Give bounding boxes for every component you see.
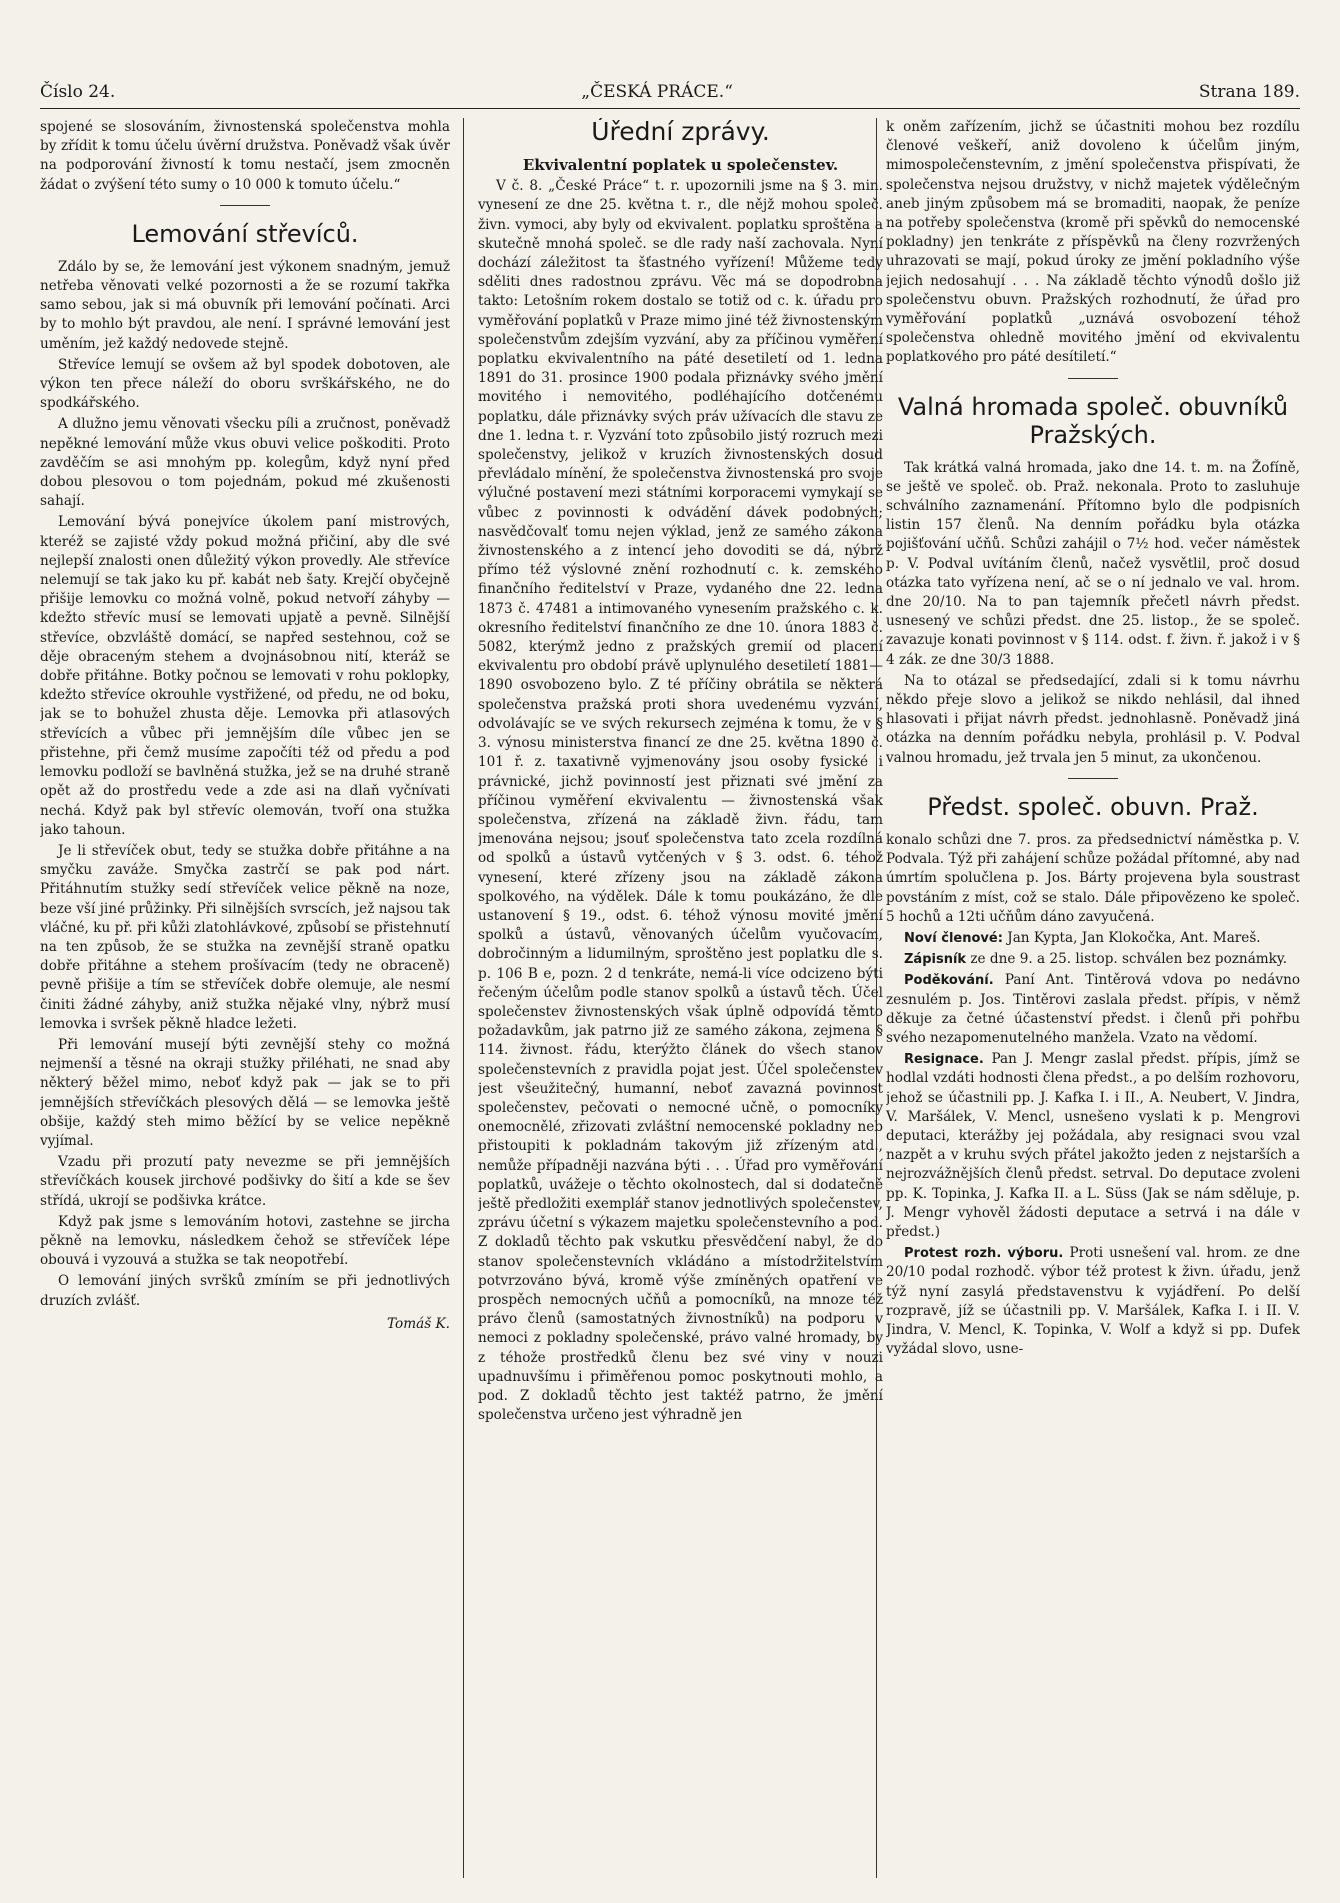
paragraph: V č. 8. „České Práce“ t. r. upozornili jsme na § 3. min. vynesení ze dne 25. května t. r., dle nějž mohou společ. živn. vymoci, aby byly od ekvivalent. poplatku sproštěna a skutečně mnohá společ. se dle rady naší zachovala. Nyní dochází záležitost ta šťastného vyřízení! Můžeme tedy sděliti dnes radostnou zprávu. Věc má se dopodrobna takto: Letošním rokem dostalo se totiž od c. k. úřadu pro vyměřování poplatků v Praze mimo jiné též živnostenským společenstvům zdejším vyzvání, aby za příčinou vyměření poplatku ekvivalentního na páté desetiletí od 1. ledna 1891 do 31. prosince 1900 podala přiznávky svého jmění movitého i nemovitého, podléhajícího dotčenému poplatku, dále přiznávky svých práv užívacích dle stavu ze dne 1. ledna t. r. Vyzvání toto způsobilo jistý rozruch mezi společenstvy, jelikož v kruzích živnostenských dosud převládalo mínění, že společenstva živnostenská pro svoje výlučné postavení mezi státními korporacemi vymykají se vůbec z povinnosti k odvádění dávek podobných; nasvědčovalť tomu nejen výklad, jenž ze samého zákona živnostenského a z intencí jeho dovoditi se dá, nýbrž přímo též výslovné znění rozhodnutí c. k. zemského finančního ředitelství v Praze, vydaného dne 22. ledna 1873 č. 47481 a intimovaného vynesením pražského c. k. okresního ředitelství finančního ze dne 10. února 1883 č. 5082, kterýmž jedno z pražských gremií od placení ekvivalentu pro období právě uplynulého desetiletí 1881—1890 osvobozeno bylo. Z té příčiny obrátila se některá společenstva pražská proti shora uvedenému vyzvání, odvolávajíc se ve svých rekursech zejména k tomu, že v § 3. výnosu ministerstva financí ze dne 25. května 1890 č. 101 ř. z. taxativně vyjmenovány jsou osoby fysické i právnické, jichž povinností jest přiznati své jmění za příčinou vyměření ekvivalentu — živnostenská však společenstva, zřízená na základě živn. řádu, tam jmenována nejsou; jsouť společenstva tato zcela rozdílná od spolků a ústavů vytčených v § 3. odst. 6. téhož vynesení, které zřízeny jsou na základě zákona spolkového, na výdělek. Dále k tomu poukázáno, že dle ustanovení § 19., odst. 6. téhož výnosu movité jmění spolků a ústavů, věnovaných účelům vyučovacím, dobročinným a lidumilným, sproštěno jest poplatku dle s. p. 106 B e, pozn. 2 d tenkráte, nemá-li více odcizeno býti řečeným účelům podle stanov spolků a ústavů těch. Účel společenstev živnostenských však úplně odpovídá těmto požadavkům, jak patrno již ze samého zákona, zejmena § 114. živnost. řádu, kterýžto článek do všech stanov společenstevních z pravidla pojat jest. Účel společenstev jest všeužitečný, humanní, neboť zavazná povinnost společenstev, pečovati o nemocné učně, o pomocníky onemocnělé, zřizovati zvláštní nemocenské pokladny neb přistoupiti k pokladnám takovým již zřízeným atd., nemůže případněji nazvána býti . . . Úřad pro vyměřování poplatků, uvážeje o těchto okolnostech, dal si dodatečně ještě předložiti exemplář stanov jednotlivých společenstev, zprávu účetní s výkazem majetku společenstevního a pod. Z dokladů těchto pak vskutku přesvědčení nabyl, že do stanov společenstevních vkládáno a místodržitelstvím potvrzováno bývá, kromě výše zmíněných opatření ve prospěch nemocných učňů a pomocníků, na mnoze též právo členů (samostatných živnostníků) na podporu v nemoci z pokladny společenské, právo valné hromady, by z téhože prostředků členu bez své viny v nouzi upadnuvšímu i přiměřenou pomoc poskytnouti mohlo, a pod. Z dokladů těchto jest taktéž patrno, že jmění společenstva určeno jest výhradně jen (478, 178, 883, 1424)
column-divider-1 (463, 118, 464, 1878)
column-1 (40, 118, 450, 1878)
item-text: ze dne 9. a 25. listop. schválen bez poznámky. (970, 951, 1288, 968)
paragraph: Zdálo by se, že lemování jest výkonem snadným, jemuž netřeba věnovati velké pozornosti a že se rozumí takřka samo sebou, jak si má obuvník při lemování počínati. Arci by to mohlo být pravdou, ale není. I správné lemování jest uměním, jež každý nedovede stejně. (40, 258, 450, 352)
divider (220, 205, 270, 206)
divider (1068, 778, 1118, 779)
paragraph: Střevíce lemují se ovšem až byl spodek dobotoven, ale výkon ten přece náleží do oboru svrškářského, ne do spodkářského. (40, 356, 450, 412)
paragraph: Na to otázal se předsedající, zdali si k tomu návrhu někdo přeje slovo a jelikož se nikdo nehlásil, dal ihned hlasovati i přijat návrh předst. jednohlasně. Poněvadž jiná otázka na denním pořádku nebyla, prohlásil p. V. Podval valnou hromadu, jež trvala jen 5 minut, za ukončenou. (886, 672, 1300, 766)
header-rule (40, 108, 1300, 109)
item-label: Noví členové: (904, 930, 1003, 946)
paragraph: Tak krátká valná hromada, jako dne 14. t. m. na Žofíně, se ještě ve společ. ob. Praž. nekonala. Proto to zasluhuje schválního zaznamenání. Přítomno bylo dle podpisních listin 157 členů. Na denním pořádku byla otázka pojišťování učňů. Schůzi zahájil o 7½ hod. večer náměstek p. V. Podval uvítáním členů, načež vysvětlil, proč dosud otázka tato vyřízena není, ač se o ní jednalo ve val. hrom. dne 20/10. Na to pan tajemník přečetl návrh předst. usnesený ve schůzi předst. dne 25. listop., že se společ. zavazuje konati povinnost v § 114. odst. f. živn. ř. jakož i v § 4 zák. ze dne 30/3 1888. (886, 459, 1300, 668)
item-text: Paní Ant. Tintěrová vdova po nedávno zesnulém p. Jos. Tintěrovi zaslala předst. přípis, v němž děkuje za četné účastenství předst. i členů při pohřbu svého nezapomenutelného manžela. Vzato na vědomí. (886, 972, 1300, 1046)
divider (1068, 378, 1118, 379)
author-signature: Tomáš K. (387, 1315, 450, 1332)
item (886, 1050, 1300, 1242)
item-text: Jan Kypta, Jan Klokočka, Ant. Mareš. (1007, 929, 1261, 946)
item (886, 1244, 1300, 1359)
item (886, 929, 1300, 948)
paragraph: Lemování bývá ponejvíce úkolem paní mistrových, kteréž se zajisté vždy pokud možná přičiní, aby dle své nejlepší znalosti onen důležitý výkon provedly. Ale střevíce nelemují se tak jako ku př. kabát neb šaty. Krejčí obyčejně přišije lemovku co možná volně, pokud netvoří záhyby — kdežto střevíc musí se lemovati upjatě a pevně. Silnější střevíce, obzvláště domácí, se napřed sestehnou, což se děje obraceným stehem a dvojnásobnou nití, kteráž se dobře přitáhne. Botky počnou se lemovati v rohu poklopky, kdežto střevíce okrouhle vystřižené, od předu, ne od boku, jak se to bohužel zhusta děje. Lemovka při atlasových střevících a vůbec při jemnějším díle vůbec jen se přistehne, při čemž musíme započíti též od předu a pod lemovku podloží se bavlněná stužka, jež se na druhé straně opět až do prostředu vede a zde asi na dlaň vyčnívati nechá. Když pak byl střevíc olemován, tvoří ona stužka jako tahoun. (40, 514, 450, 838)
item-label: Protest rozh. výboru. (904, 1246, 1064, 1262)
paragraph: konalo schůzi dne 7. pros. za předsednictví náměstka p. V. Podvala. Týž při zahájení schůze požádal přítomné, aby nad úmrtím spolučlena p. Jos. Bárty projevena byla soustrast povstáním z míst, což se stalo. Dále připovězeno ke společ. 5 hochů a 12ti učňům dáno zavyučená. (886, 831, 1300, 925)
page-header (40, 78, 1300, 106)
paragraph: Když pak jsme s lemováním hotovi, zastehne se jircha pěkně na lemovku, následkem čehož se střevíček lépe obouvá i vyzouvá a stužka se tak neopotřebí. (40, 1213, 450, 1269)
column-2 (478, 118, 883, 1878)
article-title-valna-hromada: Valná hromada společ. obuvníků Pražských. (897, 392, 1289, 449)
paragraph: Je li střevíček obut, tedy se stužka dobře přitáhne a na smyčku zaváže. Smyčka zastrčí se pak pod nárt. Přitáhnutím stužky sedí střevíček velice pěkně na noze, beze vší jiné průžinky. Při silnějších svrscích, jež najsou tak vláčné, ku př. při kůži zlatohlávkové, způsobí se přistehnutí na ten způsob, že se stužka na zevnější straně opatku dobře přitáhne a stehem prošívacím (tedy ne obraceně) pevně přišije a tím se střevíček dobře olemuje, ale nesmí činiti žádné záhyby, aniž stužka nějaké vlny, nýbrž musí lemovka i svršek pěkně hladce ležeti. (40, 842, 450, 1032)
article-subtitle: Ekvivalentní poplatek u společenstev. (522, 156, 839, 174)
article-title-predst: Předst. společ. obuvn. Praž. (927, 792, 1259, 821)
item (886, 950, 1300, 969)
issue-number: Číslo 24. (40, 82, 116, 102)
item-label: Resignace. (904, 1052, 984, 1068)
column-3 (886, 118, 1300, 1878)
item (886, 971, 1300, 1048)
item-label: Poděkování. (904, 973, 994, 989)
item-text: Pan J. Mengr zaslal předst. přípis, jímž se hodlal vzdáti hodnosti člena předst., a po delším rozhovoru, jehož se účastnili pp. J. Kafka I. i II., A. Neubert, V. Jindra, V. Maršálek, V. Mencl, usnešeno vyslati k p. Mengrovi deputaci, kterážby jej požádala, aby resignaci svou vzal nazpět a v kruhu svých přátel jakožto jeden z nejstarších a nejrozvážnějších členů předst. setrval. Do deputace zvoleni pp. K. Topinka, J. Kafka II. a L. Süss (Jak se nám sděluje, p. J. Mengr vyhověl žádosti deputace a setrvá i na dále v předst.) (886, 1051, 1300, 1240)
item-text: Proti usnešení val. hrom. ze dne 20/10 podal rozhodč. výbor též protest k živn. úřadu, jenž týž nyní zasylá představenstvu k vyjádření. Po delší rozpravě, jíž se účastnili pp. V. Maršálek, Kafka I. i II. V. Jindra, V. Mencl, K. Topinka, V. Wolf a když si pp. Dufek vyžádal slovo, usne- (886, 1245, 1300, 1358)
article-title-lemovani: Lemování střevíců. (131, 219, 359, 248)
section-title-uredni-zpravy: Úřední zprávy. (591, 118, 770, 146)
paragraph: Vzadu při prozutí paty nevezme se při jemnějších střevíčkách kousek jirchové podšivky do šití a kde se šev střídá, ukrojí se podšivka krátce. (40, 1154, 450, 1209)
paragraph: Při lemování musejí býti zevnější stehy co možná nejmenší a těsné na okraji stužky přiléhati, ne snad aby některý běžel mimo, neboť když pak — jak se to při jemnějších střevíčkách plesových dělá — se lemovka ještě obšije, každý steh mimo běžící by se velice nepěkně vyjímal. (40, 1036, 450, 1149)
page-number: Strana 189. (1198, 82, 1300, 102)
item-label: Zápisník (904, 952, 967, 968)
newspaper-title: „ČESKÁ PRÁCE.“ (581, 82, 733, 102)
col3-intro: k oněm zařízením, jichž se účastniti mohou bez rozdílu členové veškeří, aniž dovoleno k účelům jiným, mimospolečenstevním, z jmění společenstva přispívati, že společenstva nejsou družstvy, v nichž majetek výdělečným aneb jiným způsobem má se bromaditi, naopak, že peníze na potřeby společenstva (kromě při spěvků do nemocenské pokladny) jen tenkráte z příspěvků na členy rozvržených uhrazovati se mají, pokud úroky ze jmění pokladního výše jejich nedosahují . . . Na základě těchto výnodů došlo již společenstvu obuvn. Pražských rozhodnutí, že úřad pro vyměřování poplatků „uznává osvobození téhož společenstva ohledně movitého jmění od ekvivalentu poplatkového pro páté desítiletí.“ (886, 119, 1300, 366)
paragraph: O lemování jiných svršků zmíním se při jednotlivých druzích zvlášť. (40, 1273, 450, 1309)
paragraph: A dlužno jemu věnovati všecku píli a zručnost, poněvadž nepěkné lemování může vkus obuvi velice poškoditi. Proto zavděčím se asi mnohým pp. kolegům, když nyní před dobou plesovou o tom pojednám, pokud mé zkušenosti sahají. (40, 416, 450, 510)
col1-intro: spojené se slosováním, živnostenská společenstva mohla by zřídit k tomu účelu úvěrní družstva. Poněvadž však úvěr na podporování živností k tomu nestačí, jsem zmocněn žádat o zvýšení této sumy o 10 000 k tomuto účelu.“ (40, 119, 450, 193)
